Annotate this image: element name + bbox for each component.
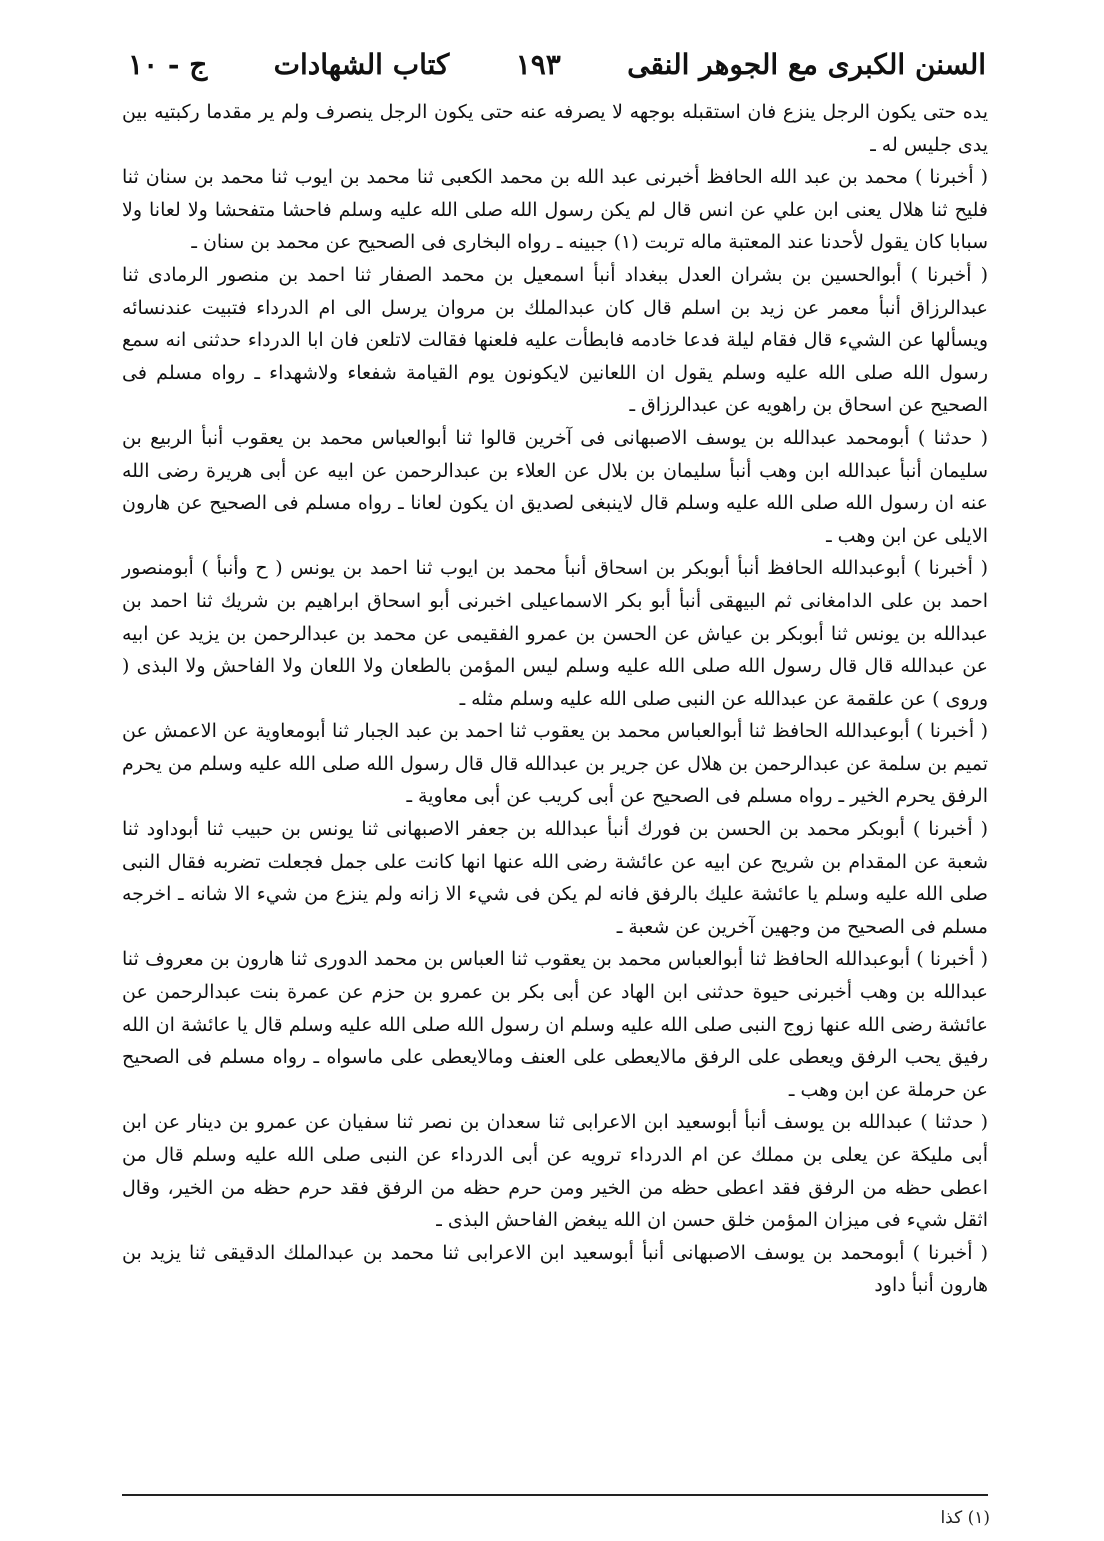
paragraph: يده حتى يكون الرجل ينزع فان استقبله بوجهه لا يصرفه عنه حتى يكون الرجل ينصرف ولم ير مقدما ركبتيه بين يدى جليس له ـ (122, 101, 988, 156)
paragraph: ( حدثنا ) أبومحمد عبدالله بن يوسف الاصبهانى فى آخرين قالوا ثنا أبوالعباس محمد بن يعقوب أنبأ الربيع بن سليمان أنبأ عبدالله ابن وهب أنبأ سليمان بن بلال عن العلاء بن عبدالرحمن عن ابيه عن أبى هريرة رضى الله عنه ان رسول الله صلى الله عليه وسلم قال لاينبغى لصديق ان يكون لعانا ـ رواه مسلم فى الصحيح عن هارون الايلى عن ابن وهب ـ (122, 426, 988, 547)
page-number: ١٩٣ (515, 47, 561, 81)
paragraph: ( أخبرنا ) أبومحمد بن يوسف الاصبهانى أنبأ أبوسعيد ابن الاعرابى ثنا محمد بن عبدالملك الدقيقى ثنا يزيد بن هارون أنبأ داود (122, 1241, 988, 1297)
paragraph: ( أخبرنا ) أبوبكر محمد بن الحسن بن فورك أنبأ عبدالله بن جعفر الاصبهانى ثنا يونس بن حبيب ثنا أبوداود ثنا شعبة عن المقدام بن شريح عن ابيه عن عائشة رضى الله عنها انها كانت على جمل فجعلت تضربه فقال النبى صلى الله عليه وسلم يا عائشة عليك بالرفق فانه لم يكن فى شيء الا زانه ولم ينزع من شيء الا شانه ـ اخرجه مسلم فى الصحيح من وجهين آخرين عن شعبة ـ (122, 818, 988, 938)
paragraph: ( أخبرنا ) أبوالحسين بن بشران العدل ببغداد أنبأ اسمعيل بن محمد الصفار ثنا احمد بن منصور الرمادى ثنا عبدالرزاق أنبأ معمر عن زيد بن اسلم قال كان عبدالملك بن مروان يرسل الى ام الدرداء فتبيت عندنسائه ويسألها عن الشيء قال فقام ليلة فدعا خادمه فابطأت عليه فلعنها فقالت لاتلعن فان ابا الدرداء حدثنى انه سمع رسول الله صلى الله عليه وسلم يقول ان اللعانين لايكونون يوم القيامة شفعاء ولاشهداء ـ رواه مسلم فى الصحيح عن اسحاق بن راهويه عن عبدالرزاق ـ (122, 263, 988, 417)
page-header (128, 38, 986, 90)
footnote: (١) كذا (940, 1508, 990, 1528)
footnote-divider (122, 1494, 988, 1496)
text-body (122, 96, 988, 1302)
paragraph: ( أخبرنا ) محمد بن عبد الله الحافظ أخبرنى عبد الله بن محمد الكعبى ثنا محمد بن ايوب ثنا محمد بن سنان ثنا فليح ثنا هلال يعنى ابن علي عن انس قال لم يكن رسول الله صلى الله عليه وسلم فاحشا متفحشا ولا لعانا ولا سبابا كان يقول لأحدنا عند المعتبة ماله تربت (١) جبينه ـ رواه البخارى فى الصحيح عن محمد بن سنان ـ (122, 166, 988, 254)
book-title: السنن الكبرى مع الجوهر النقى (627, 47, 986, 81)
chapter-title: كتاب الشهادات (273, 47, 450, 81)
paragraph: ( أخبرنا ) أبوعبدالله الحافظ ثنا أبوالعباس محمد بن يعقوب ثنا احمد بن عبد الجبار ثنا أبومعاوية عن الاعمش عن تميم بن سلمة عن عبدالرحمن بن هلال عن جرير بن عبدالله قال قال رسول الله صلى الله عليه وسلم من يحرم الرفق يحرم الخير ـ رواه مسلم فى الصحيح عن أبى كريب عن أبى معاوية ـ (122, 720, 988, 808)
paragraph: ( أخبرنا ) أبوعبدالله الحافظ ثنا أبوالعباس محمد بن يعقوب ثنا العباس بن محمد الدورى ثنا هارون بن معروف ثنا عبدالله بن وهب أخبرنى حيوة حدثنى ابن الهاد عن أبى بكر بن عمرو بن حزم عن عمرة بنت عبدالرحمن عن عائشة رضى الله عنها زوج النبى صلى الله عليه وسلم ان رسول الله صلى الله عليه وسلم قال يا عائشة ان الله رفيق يحب الرفق ويعطى على الرفق مالايعطى على العنف ومالايعطى على ماسواه ـ رواه مسلم فى الصحيح عن حرملة عن ابن وهب ـ (122, 948, 988, 1101)
paragraph: ( حدثنا ) عبدالله بن يوسف أنبأ أبوسعيد ابن الاعرابى ثنا سعدان بن نصر ثنا سفيان عن عمرو بن دينار عن ابن أبى مليكة عن يعلى بن مملك عن ام الدرداء ترويه عن أبى الدرداء عن النبى صلى الله عليه وسلم قال من اعطى حظه من الرفق فقد اعطى حظه من الخير ومن حرم حظه من الرفق فقد حرم حظه من الخير، وقال اثقل شيء فى ميزان المؤمن خلق حسن ان الله يبغض الفاحش البذى ـ (122, 1111, 988, 1232)
paragraph: ( أخبرنا ) أبوعبدالله الحافظ أنبأ أبوبكر بن اسحاق أنبأ محمد بن ايوب ثنا احمد بن يونس ( ح وأنبأ ) أبومنصور احمد بن على الدامغانى ثم البيهقى أنبأ أبو بكر الاسماعيلى اخبرنى أبو اسحاق ابراهيم بن شريك ثنا احمد بن عبدالله بن يونس ثنا أبوبكر بن عياش عن الحسن بن عمرو الفقيمى عن محمد بن عبدالرحمن بن يزيد عن ابيه عن عبدالله قال قال رسول الله صلى الله عليه وسلم ليس المؤمن بالطعان ولا اللعان ولا الفاحش ولا البذى ( وروى ) عن علقمة عن عبدالله عن النبى صلى الله عليه وسلم مثله ـ (122, 557, 988, 710)
volume-number: ج - ١٠ (128, 47, 208, 81)
